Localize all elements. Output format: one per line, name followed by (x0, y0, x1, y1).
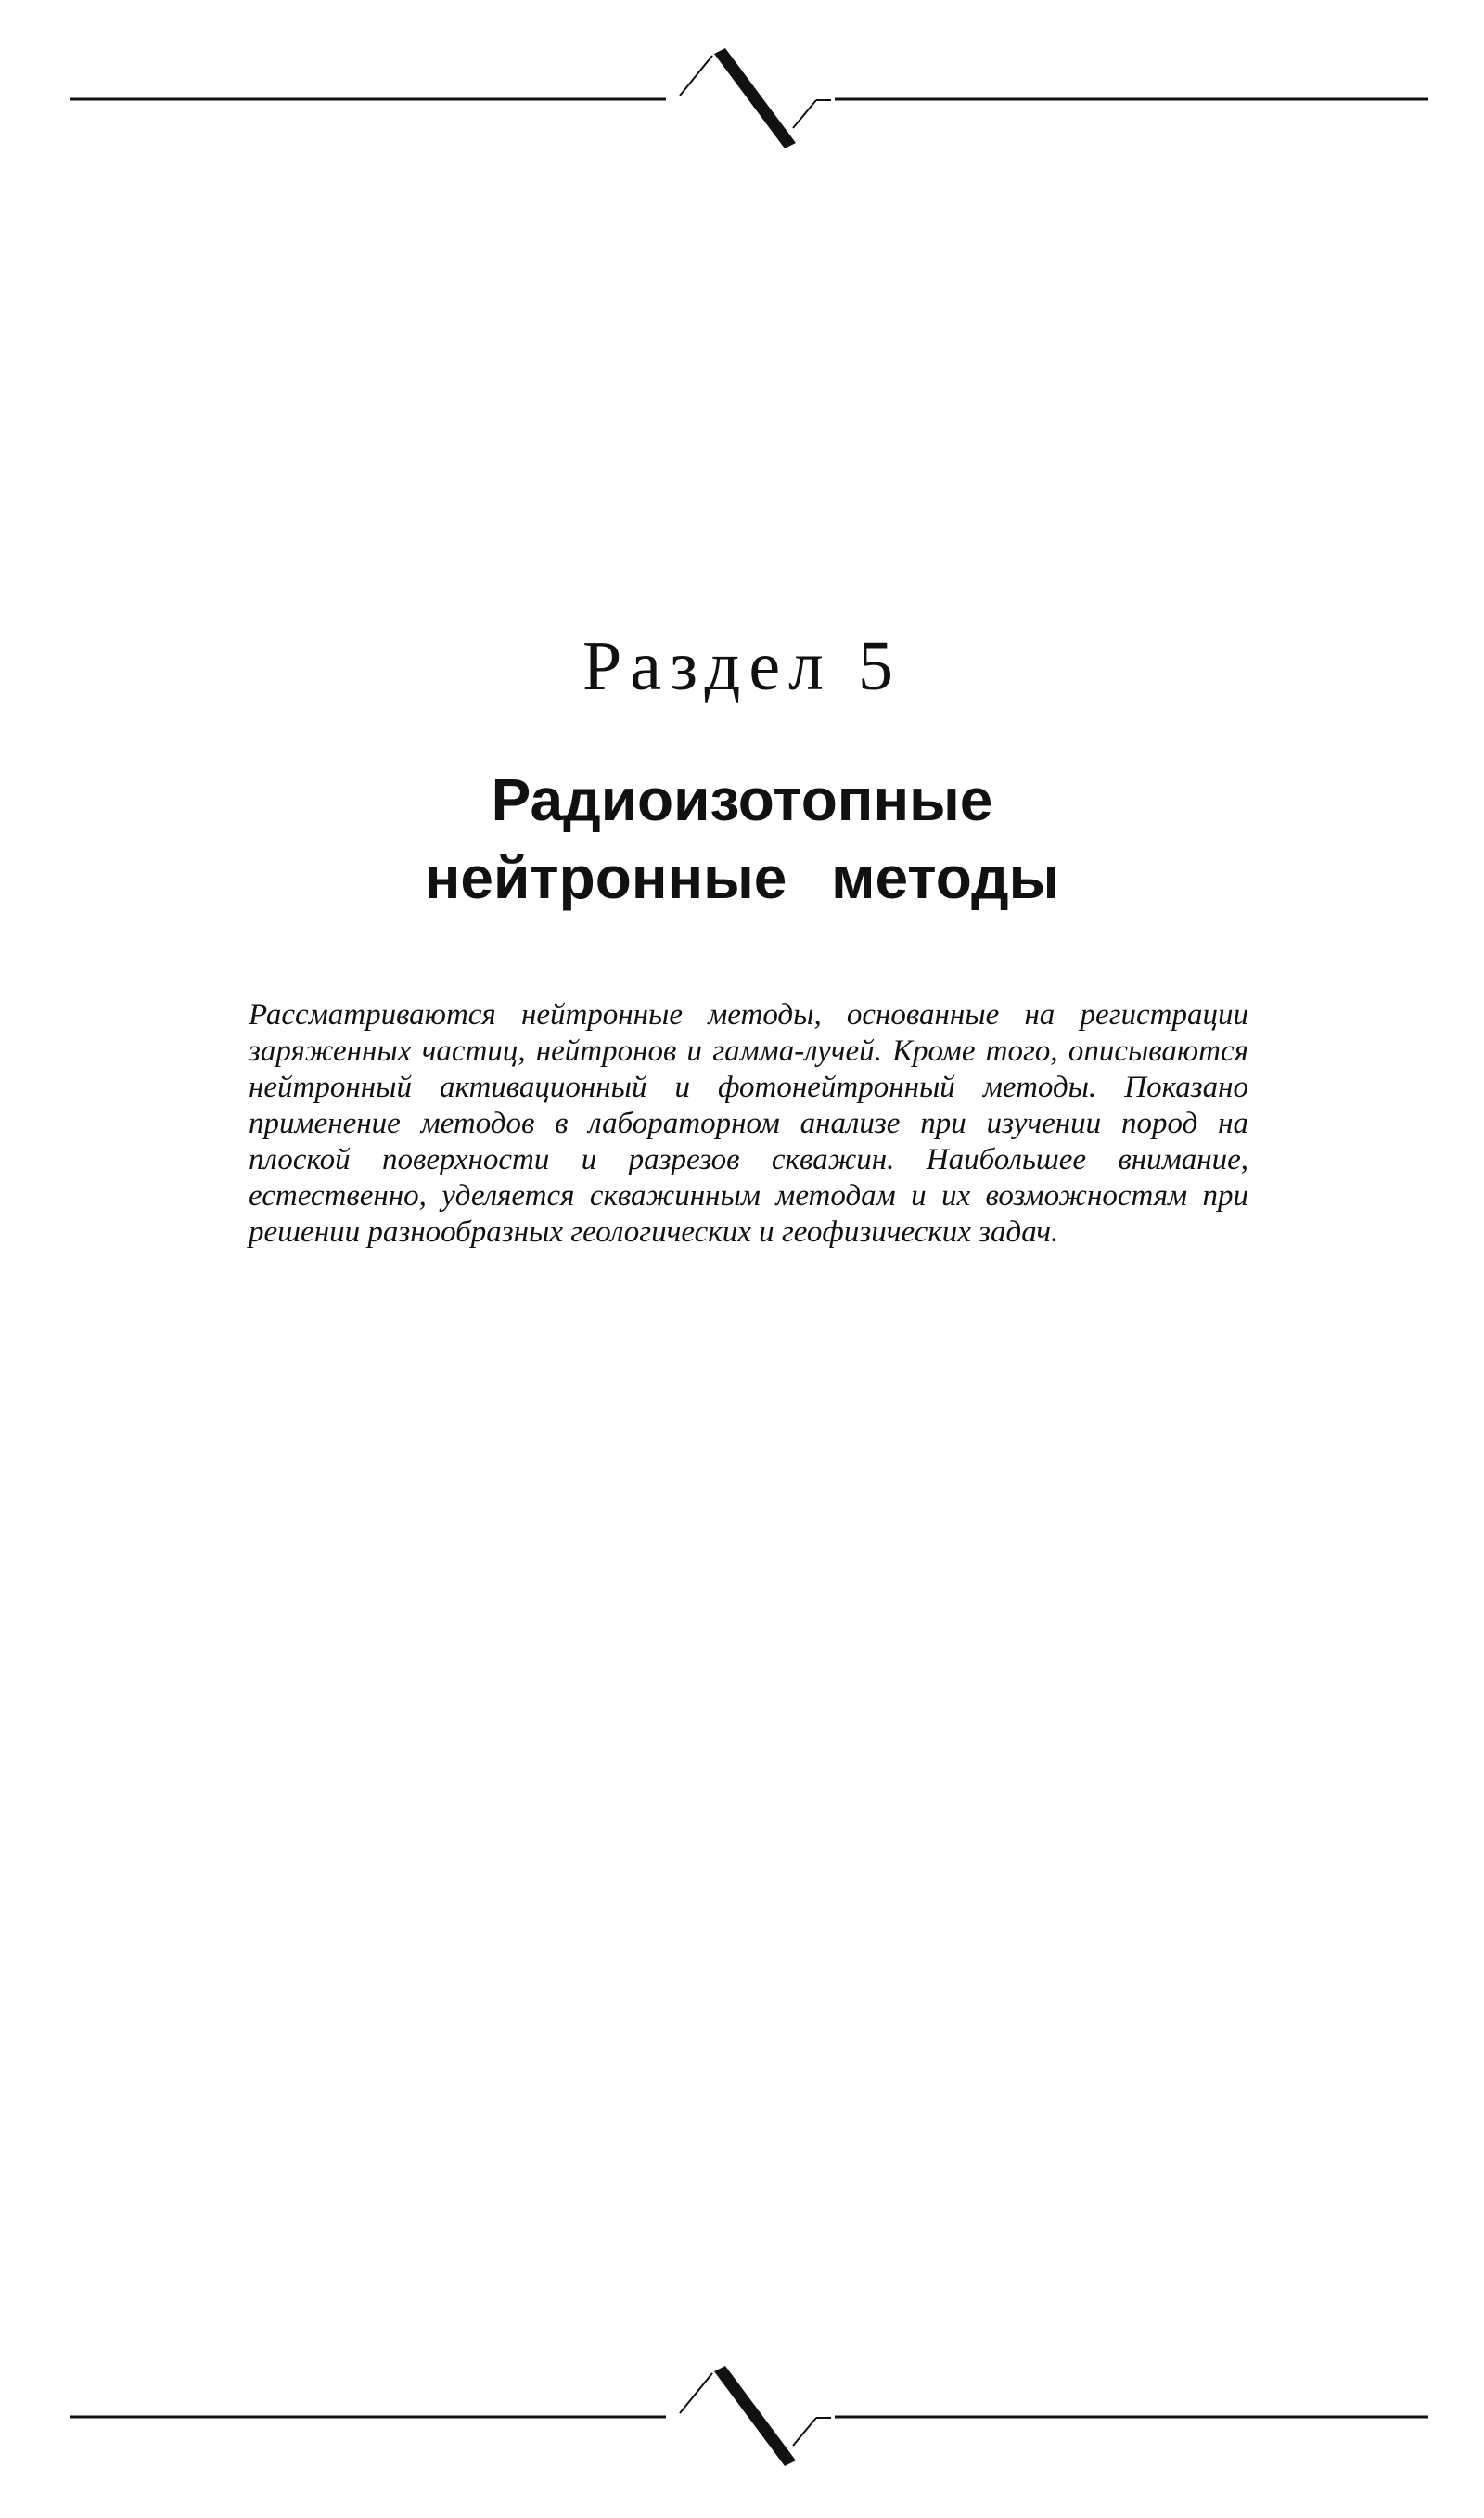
bottom-ornament-rule (0, 2345, 1484, 2466)
ornament-rule-icon (0, 28, 1484, 148)
section-label: Раздел 5 (582, 627, 902, 705)
ornament-rule-icon (0, 2345, 1484, 2466)
chapter-title-line-1: Радиоизотопные (491, 766, 993, 833)
chapter-title (0, 761, 1484, 917)
section-abstract: Рассматриваются нейтронные методы, основанные на регистрации заряженных частиц, нейтронов и гамма-лучей. Кроме того, описываются нейтронный активационный и фотонейтронный методы. Показано применение методов в лабораторном анализе при изучении пород на плоской поверхности и разрезов скважин. Наибольшее внимание, естественно, уделяется скважинным методам и их возможностям при решении разнообразных геологических и геофизических задач. (249, 998, 1248, 1249)
top-ornament-rule (0, 28, 1484, 148)
chapter-title-line-2: нейтронные методы (424, 844, 1060, 911)
